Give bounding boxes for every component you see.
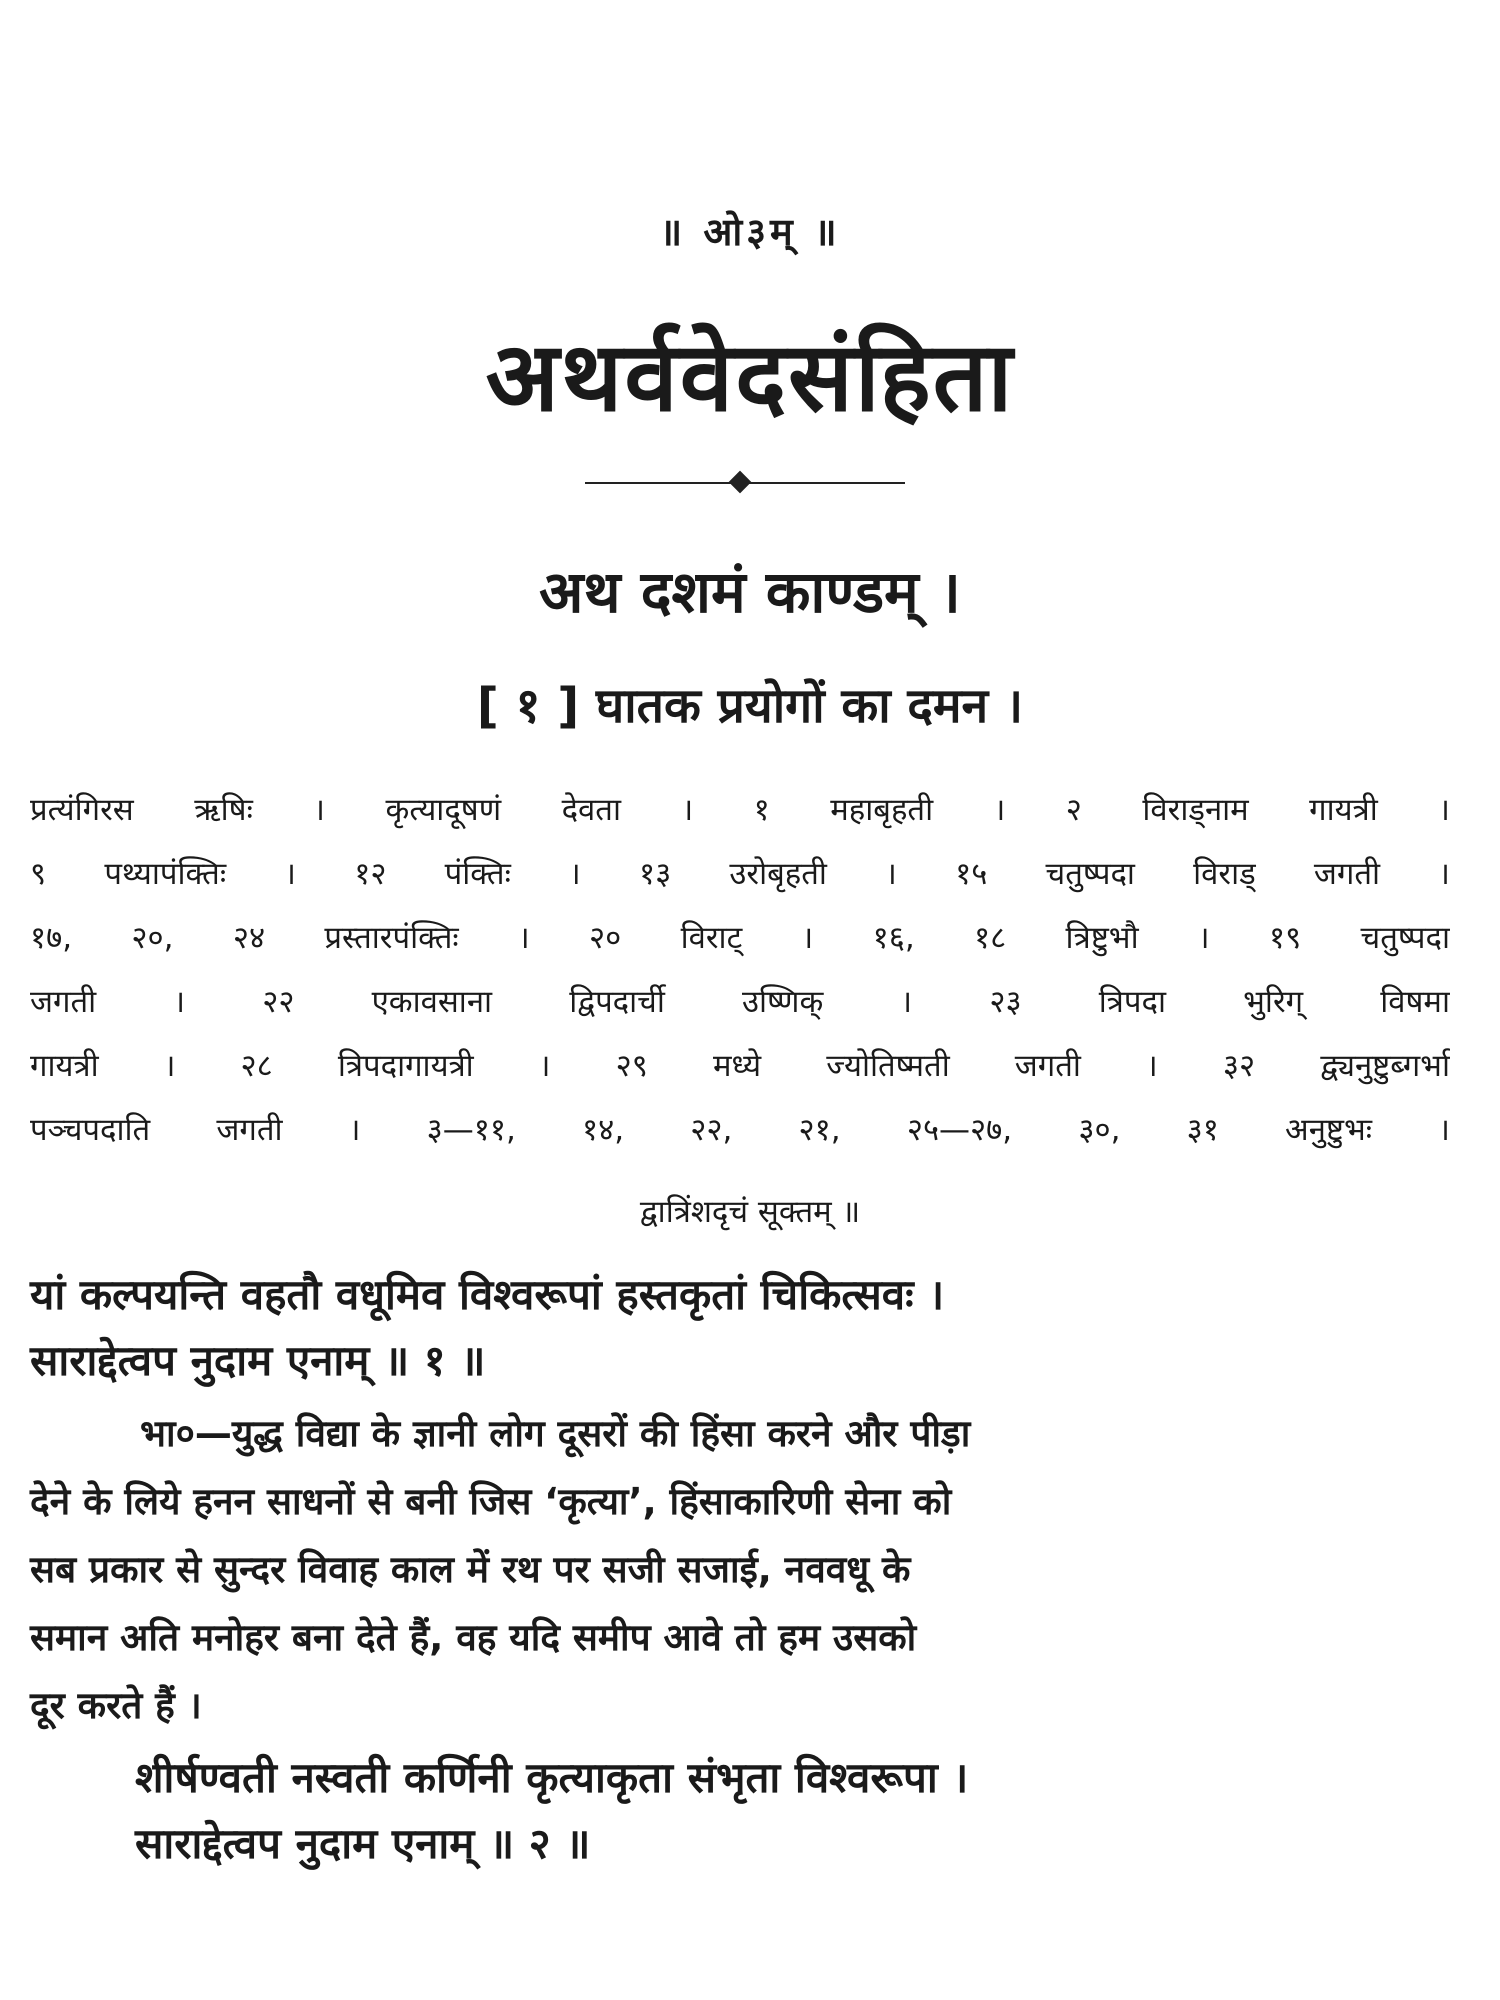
- divider-ornament-icon: [729, 471, 752, 494]
- sukta-heading: [ १ ] घातक प्रयोगों का दमन ।: [476, 678, 1024, 734]
- commentary: [30, 1400, 1460, 1740]
- verse-2: [135, 1745, 1465, 1877]
- verse-line: शीर्षण्वती नस्वती कर्णिनी कृत्याकृता संभृता विश्वरूपा ।: [135, 1753, 969, 1802]
- commentary-line: समान अति मनोहर बना देते हैं, वह यदि समीप आवे तो हम उसको: [30, 1616, 917, 1659]
- page-title: अथर्ववेदसंहिता: [485, 321, 1015, 433]
- verse-line: यां कल्पयन्ति वहतौ वधूमिव विश्वरूपां हस्तकृतां चिकित्सवः ।: [30, 1270, 945, 1319]
- verse-line: साराद्देत्वप नुदाम एनाम् ॥ २ ॥: [135, 1819, 591, 1868]
- kanda-heading: अथ दशमं काण्डम् ।: [539, 558, 961, 626]
- verse-1: [30, 1262, 1470, 1394]
- om-invocation: ॥ ओ३म् ॥: [659, 210, 841, 254]
- meta-line: १७, २०, २४ प्रस्तारपंक्तिः । २० विराट् । १६, १८ त्रिष्टुभौ । १९ चतुष्पदा: [30, 920, 1450, 956]
- meta-line: गायत्री । २८ त्रिपदागायत्री । २९ मध्ये ज्योतिष्मती जगती । ३२ द्व्यनुष्टुब्गर्भा: [30, 1048, 1450, 1084]
- meta-line: पञ्चपदाति जगती । ३—११, १४, २२, २१, २५—२७, ३०, ३१ अनुष्टुभः ।: [30, 1112, 1450, 1148]
- verse-line: साराद्देत्वप नुदाम एनाम् ॥ १ ॥: [30, 1336, 486, 1385]
- sukta-metadata: [30, 778, 1450, 1162]
- sukta-verse-count: द्वात्रिंशदृचं सूक्तम् ॥: [639, 1194, 861, 1230]
- commentary-line: दूर करते हैं ।: [30, 1684, 202, 1727]
- meta-line: ९ पथ्यापंक्तिः । १२ पंक्तिः । १३ उरोबृहती । १५ चतुष्पदा विराड् जगती ।: [30, 856, 1450, 892]
- meta-line: प्रत्यंगिरस ऋषिः । कृत्यादूषणं देवता । १ महाबृहती । २ विराड्नाम गायत्री ।: [30, 792, 1450, 828]
- meta-line: जगती । २२ एकावसाना द्विपदार्ची उष्णिक् । २३ त्रिपदा भुरिग् विषमा: [30, 984, 1450, 1020]
- commentary-line: सब प्रकार से सुन्दर विवाह काल में रथ पर सजी सजाई, नववधू के: [30, 1548, 911, 1591]
- commentary-line: भा०—युद्ध विद्या के ज्ञानी लोग दूसरों की हिंसा करने और पीड़ा: [140, 1412, 971, 1455]
- commentary-line: देने के लिये हनन साधनों से बनी जिस ‘कृत्या’, हिंसाकारिणी सेना को: [30, 1480, 952, 1523]
